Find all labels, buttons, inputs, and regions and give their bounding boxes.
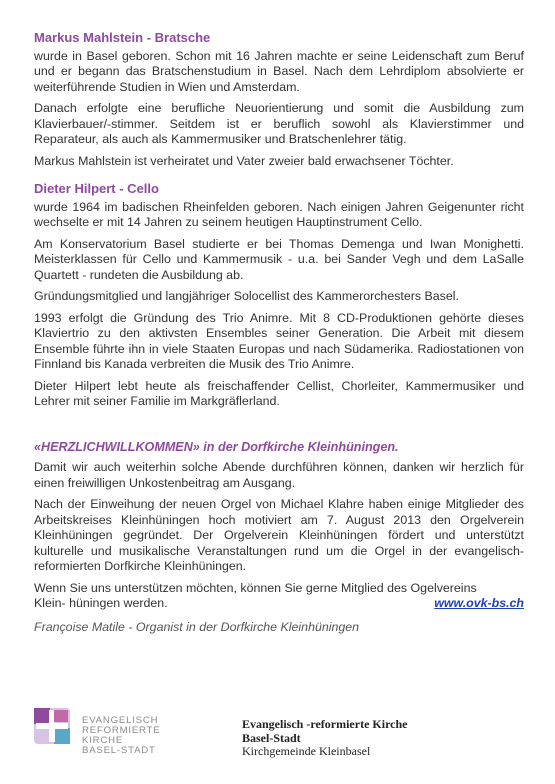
document-body — [34, 30, 524, 635]
welcome-paragraph-3-line-1: Wenn Sie uns unterstützen möchten, können Sie gerne Mitglied des Ogelvereins — [34, 580, 477, 595]
website-link[interactable]: www.ovk-bs.ch — [434, 596, 524, 610]
church-line-2: Basel-Stadt — [242, 730, 301, 745]
church-line-1: Evangelisch -reformierte Kirche — [242, 717, 408, 731]
welcome-paragraph-1: Damit wir auch weiterhin solche Abende durchführen können, danken wir herzlich für einen freiwilligen Unkostenbeitrag am Ausgang. — [34, 460, 524, 490]
markus-paragraph-2: Danach erfolgte eine berufliche Neuorientierung und somit die Ausbildung zum Klavierbauer/-stimmer. Seitdem ist er beruflich sowohl als Klavierstimmer und Reparateur, als auch als Kammermusiker und Bratschenlehrer tätig. — [34, 101, 524, 146]
welcome-heading: «HERZLICHWILLKOMMEN» in der Dorfkirche Kleinhüningen. — [34, 439, 399, 454]
dieter-heading: Dieter Hilpert - Cello — [34, 181, 159, 196]
welcome-paragraph-3 — [34, 581, 524, 612]
logo-line-4: BASEL-STADT — [82, 745, 156, 756]
logo-line-2: REFORMIERTE — [82, 725, 161, 736]
dieter-paragraph-5: Dieter Hilpert lebt heute als freischaffender Cellist, Chorleiter, Kammermusiker und Lehrer mit seiner Familie im Markgräflerland. — [34, 378, 524, 408]
dieter-paragraph-1: wurde 1964 im badischen Rheinfelden geboren. Nach einigen Jahren Geigenunter richt wechselte er mit 14 Jahren zu seinem heutigen Hauptinstrument Cello. — [34, 199, 524, 229]
logo-text — [82, 716, 160, 756]
logo-line-1: EVANGELISCH — [82, 715, 159, 726]
dieter-paragraph-2: Am Konservatorium Basel studierte er bei Thomas Demenga und Iwan Monighetti. Meisterklassen für Cello und Kammermusik - u.a. bei Sander Vegh und dem LaSalle Quartett - rundeten die Ausbildung ab. — [34, 236, 524, 282]
dieter-paragraph-4: 1993 erfolgt die Gründung des Trio Animre. Mit 8 CD-Produktionen gehörte dieses Klaviertrio zu den aktivsten Ensembles seiner Generation. Die Arbeit mit diesem Ensemble führte ihn in viele Staaten Europas und nach Südamerika. Radiostationen von Finnland bis Kanada verbreiten die Musik des Trio Animre. — [34, 310, 524, 371]
markus-paragraph-3: Markus Mahlstein ist verheiratet und Vater zweier bald erwachsener Töchter. — [34, 153, 454, 168]
dieter-paragraph-3: Gründungsmitglied und langjähriger Solocellist des Kammerorchesters Basel. — [34, 289, 459, 303]
welcome-paragraph-3-line-2: Klein- hüningen werden. — [34, 596, 168, 610]
footer — [0, 700, 555, 784]
church-line-3: Kirchgemeinde Kleinbasel — [242, 744, 371, 758]
church-logo-icon — [30, 704, 74, 748]
logo-line-3: KIRCHE — [82, 735, 124, 746]
markus-paragraph-1: wurde in Basel geboren. Schon mit 16 Jahren machte er seine Leidenschaft zum Beruf und er begann das Bratschenstudium in Basel. Nach dem Lehrdiplom absolvierte er weiterführende Studien in Wien und Amsterdam. — [34, 48, 524, 94]
church-address — [242, 718, 408, 759]
signature: Françoise Matile - Organist in der Dorfkirche Kleinhüningen — [34, 619, 360, 634]
welcome-paragraph-2: Nach der Einweihung der neuen Orgel von Michael Klahre haben einige Mitglieder des Arbeitskreises Kleinhüningen hoch motiviert am 7. August 2013 den Orgelverein Kleinhüningen gegründet. Der Orgelverein Kleinhüningen fördert und unterstützt kulturelle und musikalische Veranstaltungen rund um die Orgel in der evangelisch-reformierten Dorfkirche Kleinhüningen. — [34, 497, 524, 573]
markus-heading: Markus Mahlstein - Bratsche — [34, 30, 211, 45]
